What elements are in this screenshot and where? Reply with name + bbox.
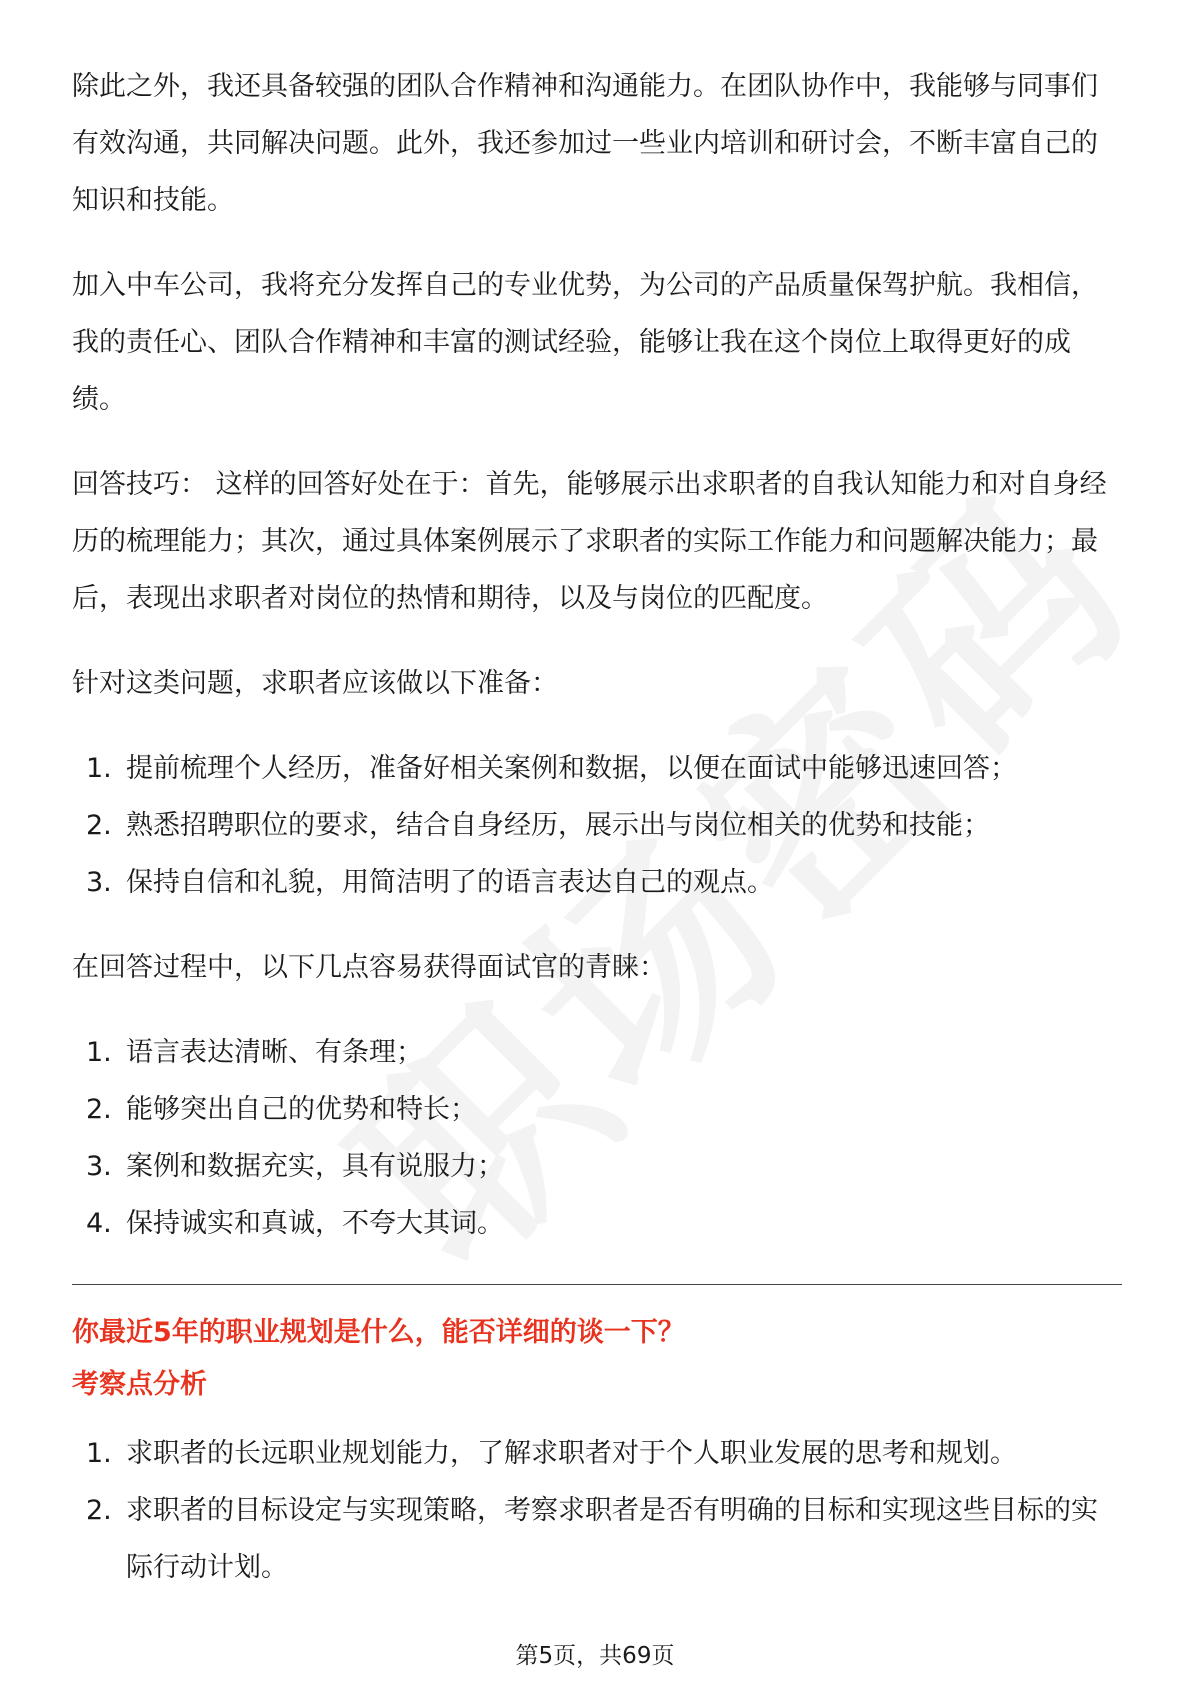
interview-question: 你最近5年的职业规划是什么，能否详细的谈一下？	[72, 1317, 685, 1348]
list-item	[72, 854, 1122, 911]
list-item	[72, 1482, 1122, 1596]
list-number: 1.	[86, 753, 112, 784]
paragraph: 加入中车公司，我将充分发挥自己的专业优势，为公司的产品质量保驾护航。我相信，我的责任心、团队合作精神和丰富的测试经验，能够让我在这个岗位上取得更好的成绩。	[72, 270, 1098, 415]
list-number: 1.	[86, 1438, 112, 1469]
list-text: 熟悉招聘职位的要求，结合自身经历，展示出与岗位相关的优势和技能；	[126, 810, 990, 841]
list-item	[72, 1081, 1122, 1138]
list-number: 2.	[86, 1094, 112, 1125]
favor-list	[72, 1024, 1122, 1252]
list-text: 提前梳理个人经历，准备好相关案例和数据，以便在面试中能够迅速回答；	[126, 753, 1017, 784]
prep-intro: 针对这类问题，求职者应该做以下准备：	[72, 668, 558, 699]
section-divider	[72, 1284, 1122, 1285]
favor-intro: 在回答过程中，以下几点容易获得面试官的青睐：	[72, 952, 666, 983]
analysis-list	[72, 1425, 1122, 1596]
list-item	[72, 1024, 1122, 1081]
prep-list	[72, 740, 1122, 911]
list-text: 能够突出自己的优势和特长；	[126, 1094, 477, 1125]
list-number: 3.	[86, 867, 112, 898]
list-text: 保持自信和礼貌，用简洁明了的语言表达自己的观点。	[126, 867, 774, 898]
list-text: 保持诚实和真诚，不夸大其词。	[126, 1208, 504, 1239]
list-number: 4.	[86, 1208, 112, 1239]
page-content	[72, 58, 1122, 1624]
list-item	[72, 1425, 1122, 1482]
list-item	[72, 740, 1122, 797]
list-text: 语言表达清晰、有条理；	[126, 1037, 423, 1068]
page-number: 第5页，共69页	[515, 1643, 675, 1669]
analysis-heading: 考察点分析	[72, 1369, 207, 1400]
list-number: 3.	[86, 1151, 112, 1182]
list-text: 案例和数据充实，具有说服力；	[126, 1151, 504, 1182]
answer-tips-paragraph: 回答技巧： 这样的回答好处在于：首先，能够展示出求职者的自我认知能力和对自身经历的梳理能力；其次，通过具体案例展示了求职者的实际工作能力和问题解决能力；最后，表现出求职者对岗位的热情和期待，以及与岗位的匹配度。	[72, 469, 1107, 614]
list-item	[72, 1138, 1122, 1195]
list-number: 2.	[86, 1495, 112, 1526]
list-text: 求职者的目标设定与实现策略，考察求职者是否有明确的目标和实现这些目标的实际行动计划。	[126, 1495, 1098, 1583]
list-item	[72, 1195, 1122, 1252]
list-item	[72, 797, 1122, 854]
list-text: 求职者的长远职业规划能力，了解求职者对于个人职业发展的思考和规划。	[126, 1438, 1017, 1469]
list-number: 1.	[86, 1037, 112, 1068]
list-number: 2.	[86, 810, 112, 841]
paragraph: 除此之外，我还具备较强的团队合作精神和沟通能力。在团队协作中，我能够与同事们有效沟通，共同解决问题。此外，我还参加过一些业内培训和研讨会，不断丰富自己的知识和技能。	[72, 71, 1098, 216]
